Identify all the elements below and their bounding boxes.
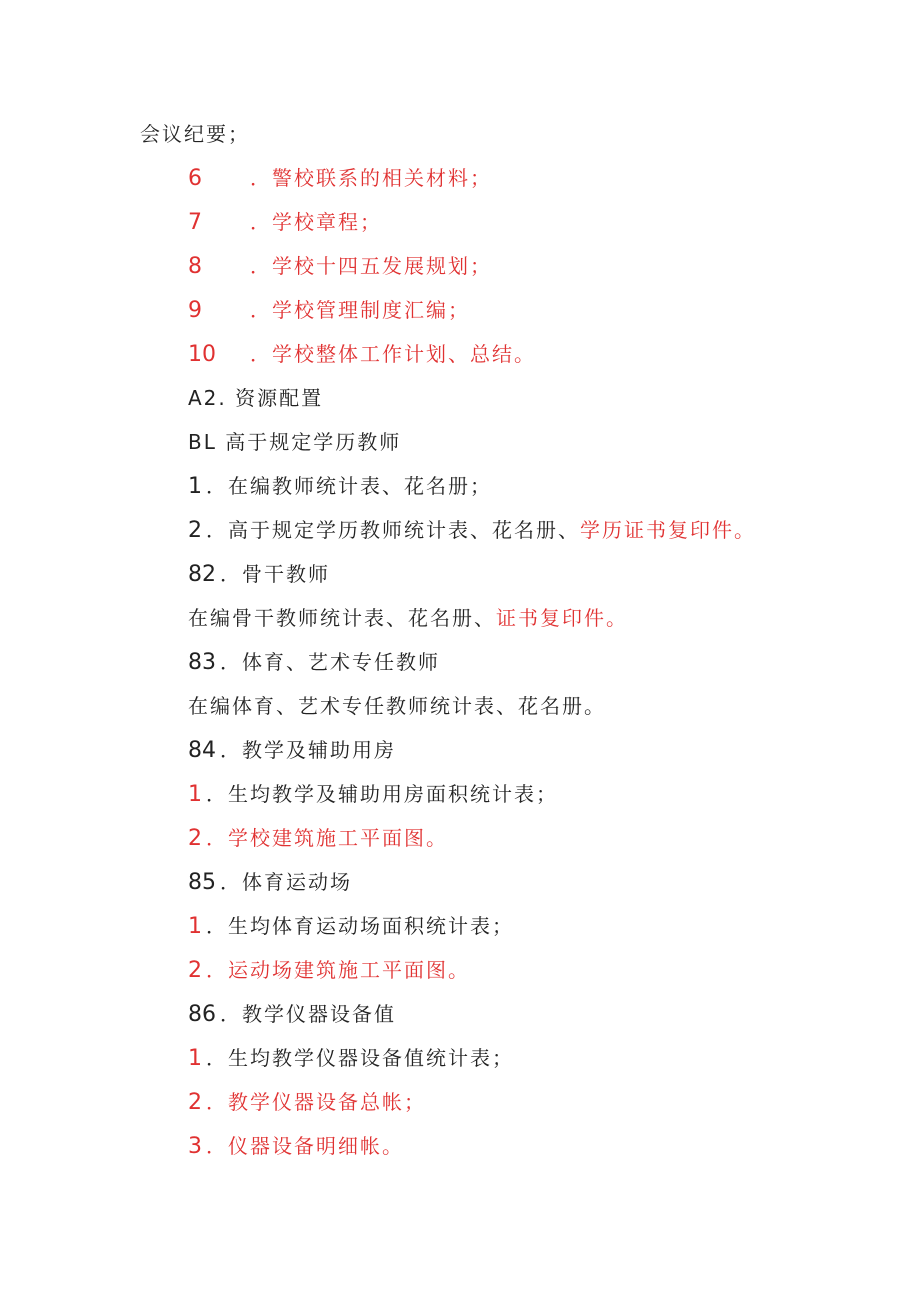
section-heading [188, 384, 323, 412]
line-text: 会议纪要； [140, 122, 250, 146]
line-text: ．警校联系的相关材料； [250, 166, 492, 190]
line-text: ．教学仪器设备总帐； [206, 1090, 426, 1114]
line-number: 6 [188, 166, 202, 191]
line-text: ．学校整体工作计划、总结。 [250, 342, 536, 366]
line-number: 82 [188, 562, 216, 587]
line-text: ．生均教学仪器设备值统计表； [206, 1046, 514, 1070]
line-number: 83 [188, 650, 216, 675]
doc-line [188, 472, 492, 501]
line-text: ．教学及辅助用房 [220, 738, 396, 762]
section-heading [188, 648, 440, 677]
doc-line [188, 1044, 514, 1073]
line-number: 9 [188, 298, 202, 323]
line-number: 3 [188, 1134, 202, 1159]
line-text: ．仪器设备明细帐。 [206, 1134, 404, 1158]
line-number: 1 [188, 1046, 202, 1071]
line-number: 7 [188, 210, 202, 235]
line-text: ．在编教师统计表、花名册； [206, 474, 492, 498]
line-text: ．学校章程； [250, 210, 382, 234]
line-number: 1 [188, 914, 202, 939]
line-text: A2. 资源配置 [188, 386, 324, 410]
section-heading [188, 428, 401, 456]
line-text: ．学校建筑施工平面图。 [206, 826, 448, 850]
line-text: 在编骨干教师统计表、花名册、 [188, 606, 496, 630]
line-text: ．体育运动场 [220, 870, 352, 894]
line-text: ．生均教学及辅助用房面积统计表； [206, 782, 558, 806]
line-text: ．运动场建筑施工平面图。 [206, 958, 470, 982]
doc-line [188, 208, 382, 237]
line-text: ．体育、艺术专任教师 [220, 650, 440, 674]
doc-line [188, 340, 536, 369]
line-number: 10 [188, 342, 216, 367]
doc-line [188, 692, 606, 720]
doc-line [188, 824, 448, 853]
line-number: 2 [188, 518, 202, 543]
doc-line [140, 120, 250, 148]
doc-line [188, 1088, 426, 1117]
doc-line [188, 912, 514, 941]
section-heading [188, 1000, 396, 1029]
line-number: 2 [188, 958, 202, 983]
section-heading [188, 560, 330, 589]
line-number: 1 [188, 782, 202, 807]
doc-line [188, 516, 756, 545]
doc-line [188, 296, 470, 325]
line-number: 1 [188, 474, 202, 499]
doc-line [188, 604, 628, 632]
doc-line [188, 1132, 404, 1161]
doc-line [188, 956, 470, 985]
line-number: 2 [188, 826, 202, 851]
line-text: ．学校十四五发展规划； [250, 254, 492, 278]
line-number: 86 [188, 1002, 216, 1027]
doc-line [188, 252, 492, 281]
line-number: 84 [188, 738, 216, 763]
doc-line [188, 780, 558, 809]
line-text: 在编体育、艺术专任教师统计表、花名册。 [188, 694, 606, 718]
line-text: ．高于规定学历教师统计表、花名册、 [206, 518, 580, 542]
line-text: ．学校管理制度汇编； [250, 298, 470, 322]
line-number: 8 [188, 254, 202, 279]
line-text-highlight: 证书复印件。 [496, 606, 628, 630]
doc-line [188, 164, 492, 193]
section-heading [188, 868, 352, 897]
line-text: ．教学仪器设备值 [220, 1002, 396, 1026]
section-heading [188, 736, 396, 765]
line-text: ．骨干教师 [220, 562, 330, 586]
line-number: 85 [188, 870, 216, 895]
line-text-highlight: 学历证书复印件。 [580, 518, 756, 542]
line-number: 2 [188, 1090, 202, 1115]
line-text: BL 高于规定学历教师 [188, 430, 402, 454]
line-text: ．生均体育运动场面积统计表； [206, 914, 514, 938]
